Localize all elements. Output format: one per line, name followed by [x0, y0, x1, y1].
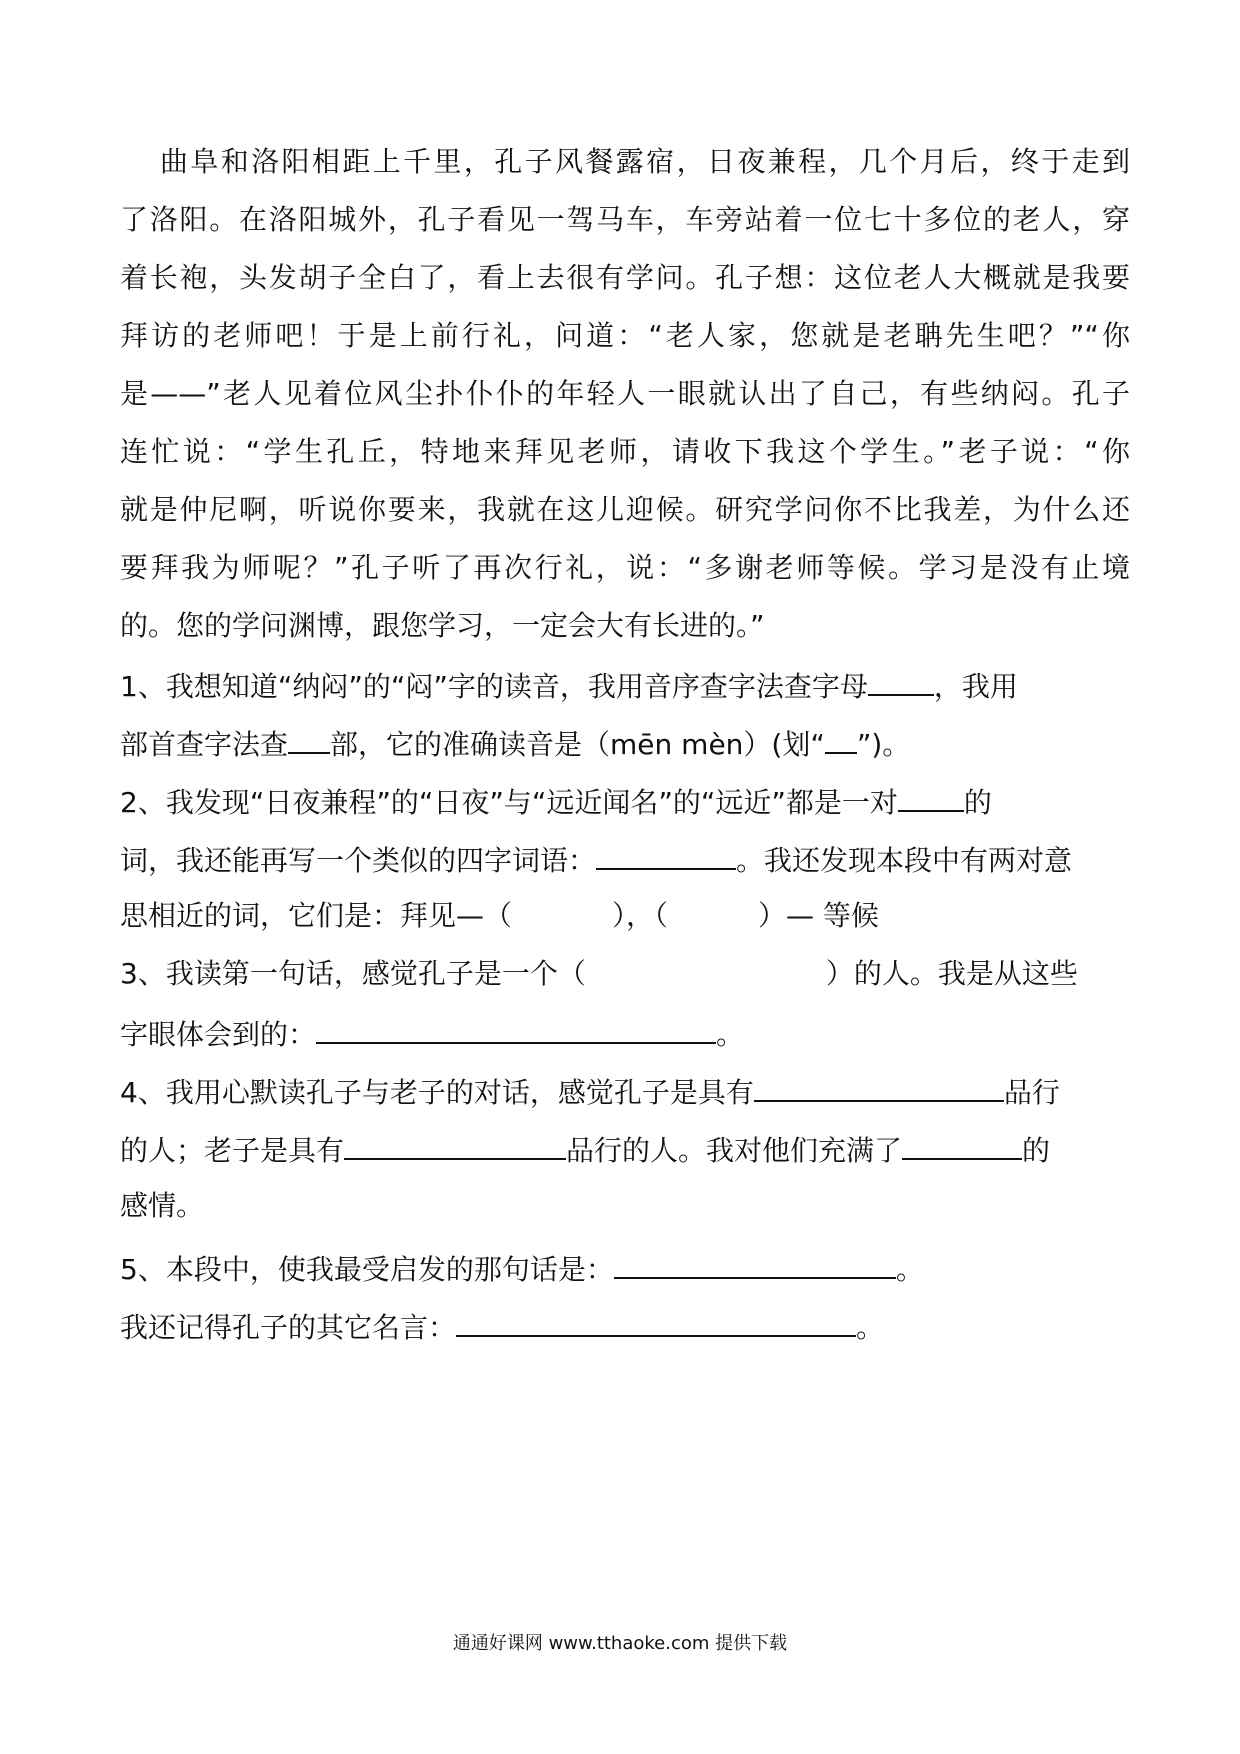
question-2-text: 思相近的词，它们是：拜见—（	[120, 899, 513, 932]
question-1-text: 部首查字法查	[120, 728, 289, 761]
question-3-text: 字眼体会到的：	[120, 1018, 317, 1051]
question-2-text: ）— 等候	[758, 899, 879, 932]
question-4-text: 的人；老子是具有	[120, 1134, 345, 1167]
question-5-text: 我还记得孔子的其它名言：	[120, 1311, 457, 1344]
passage-line: 就是仲尼啊，听说你要来，我就在这儿迎候。研究学问你不比我差，为什么还	[120, 493, 1130, 526]
passage-line: 的。您的学问渊博，跟您学习，一定会大有长进的。”	[120, 609, 765, 642]
question-5-text: 。	[856, 1311, 885, 1344]
answer-blank-letter[interactable]	[868, 662, 934, 696]
question-5-text: 。	[895, 1253, 924, 1286]
question-3-line-2	[120, 1010, 1130, 1054]
passage-line: 拜访的老师吧！于是上前行礼，问道：“老人家，您就是老聃先生吧？”“你	[120, 319, 1130, 352]
passage-line: 着长袍，头发胡子全白了，看上去很有学问。孔子想：这位老人大概就是我要	[120, 261, 1130, 294]
question-2-text: ），（	[612, 899, 669, 932]
answer-blank-radical[interactable]	[288, 720, 330, 754]
passage-line: 是——”老人见着位风尘扑仆仆的年轻人一眼就认出了自己，有些纳闷。孔子	[120, 377, 1130, 410]
answer-blank-feeling[interactable]	[902, 1126, 1022, 1160]
passage-line: 要拜我为师呢？”孔子听了再次行礼，说：“多谢老师等候。学习是没有止境	[120, 551, 1130, 584]
question-5-text: 5、本段中，使我最受启发的那句话是：	[120, 1253, 614, 1286]
question-5-line-1	[120, 1245, 1130, 1289]
answer-blank-confucius-virtue[interactable]	[754, 1068, 1004, 1102]
question-1-text: 部，它的准确读音是（mēn mèn）(划“	[330, 728, 825, 761]
question-4-text: 感情。	[120, 1189, 205, 1222]
passage-line: 曲阜和洛阳相距上千里，孔子风餐露宿，日夜兼程，几个月后，终于走到	[160, 145, 1130, 178]
question-4-line-1	[120, 1068, 1130, 1112]
question-4-line-3	[120, 1184, 1130, 1228]
passage-line: 连忙说：“学生孔丘，特地来拜见老师，请收下我这个学生。”老子说：“你	[120, 435, 1130, 468]
question-4-text: 品行的人。我对他们充满了	[566, 1134, 903, 1167]
question-3-text: 。	[716, 1018, 745, 1051]
question-3-text: ）的人。我是从这些	[825, 957, 1078, 990]
passage-line: 了洛阳。在洛阳城外，孔子看见一驾马车，车旁站着一位七十多位的老人，穿	[120, 203, 1130, 236]
question-1-text: ”)。	[856, 728, 911, 761]
question-4-line-2	[120, 1126, 1130, 1170]
question-1-text: ，我用	[933, 670, 1018, 703]
answer-blank-words[interactable]	[316, 1010, 716, 1044]
answer-blank-mark[interactable]	[825, 720, 857, 754]
question-2-line-1	[120, 778, 1130, 822]
question-2-text: 2、我发现“日夜兼程”的“日夜”与“远近闻名”的“远近”都是一对	[120, 786, 898, 819]
question-1-line-1	[120, 662, 1130, 706]
question-1-text: 1、我想知道“纳闷”的“闷”字的读音，我用音序查字法查字母	[120, 670, 868, 703]
question-3-text: 3、我读第一句话，感觉孔子是一个（	[120, 957, 586, 990]
question-2-text: 。我还发现本段中有两对意	[736, 844, 1073, 877]
answer-blank-laozi-virtue[interactable]	[344, 1126, 566, 1160]
question-2-line-2	[120, 836, 1130, 880]
question-4-text: 的	[1022, 1134, 1051, 1167]
answer-blank-famous-quote[interactable]	[456, 1303, 856, 1337]
question-4-text: 4、我用心默读孔子与老子的对话，感觉孔子是具有	[120, 1076, 754, 1109]
question-2-text: 词，我还能再写一个类似的四字词语：	[120, 844, 597, 877]
question-5-line-2	[120, 1303, 1130, 1347]
footer-credit: 通通好课网 www.tthaoke.com 提供下载	[452, 1633, 788, 1654]
question-1-line-2	[120, 720, 1130, 764]
question-2-line-3	[120, 894, 1130, 938]
question-3-line-1	[120, 952, 1130, 996]
question-4-text: 品行	[1003, 1076, 1060, 1109]
answer-blank-inspiring-sentence[interactable]	[614, 1245, 896, 1279]
answer-blank-four-char-word[interactable]	[596, 836, 736, 870]
question-2-text: 的	[963, 786, 992, 819]
answer-blank-word-type[interactable]	[898, 778, 964, 812]
